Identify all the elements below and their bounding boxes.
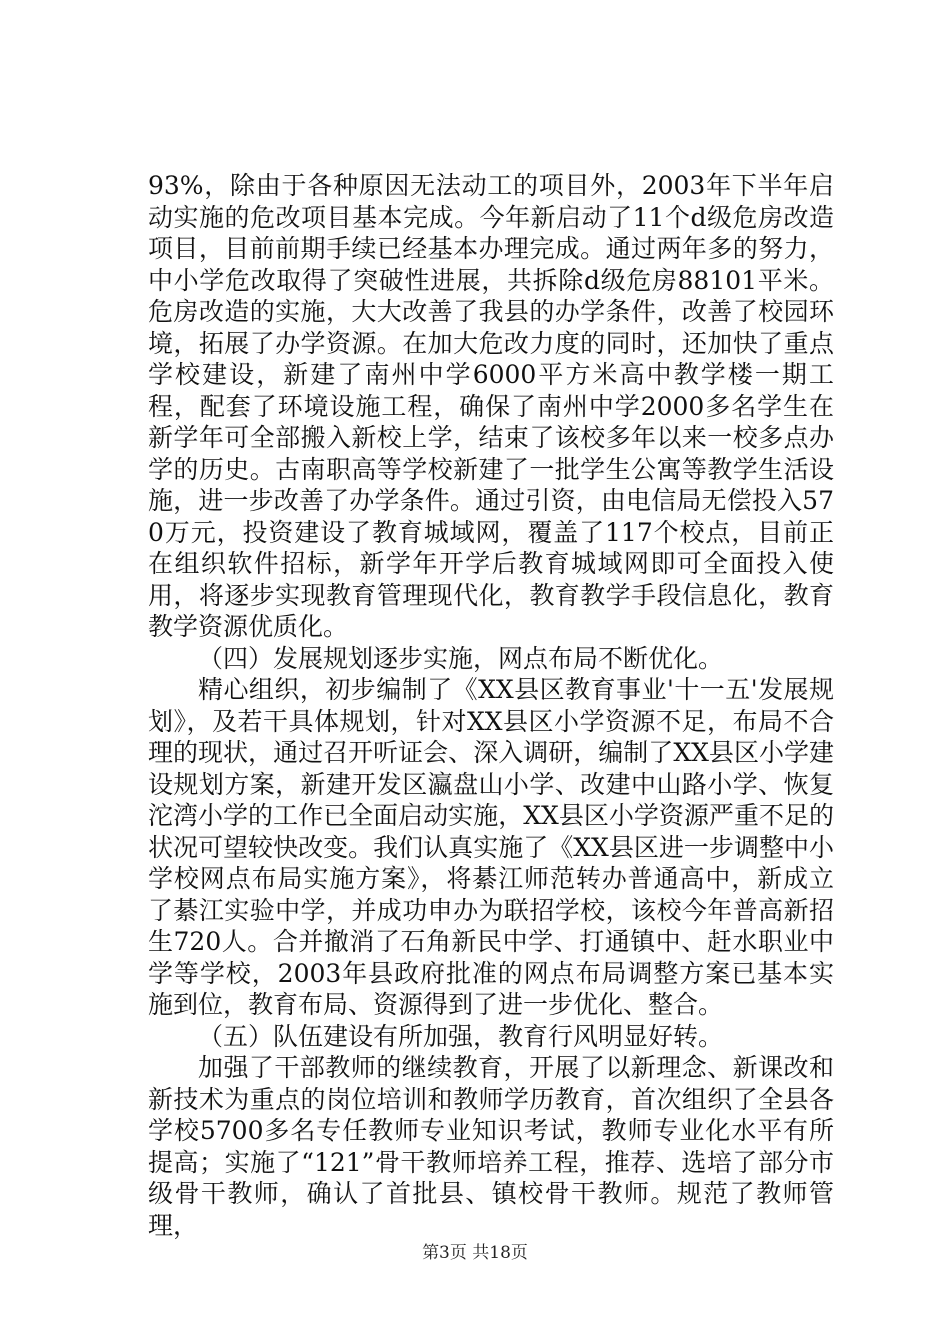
- paragraph-staff: 加强了干部教师的继续教育，开展了以新理念、新课改和新技术为重点的岗位培训和教师学历教育，首次组织了全县各学校5700多名专任教师专业知识考试，教师专业化水平有所提高；实施了“121”骨干教师培养工程，推荐、选培了部分市级骨干教师，确认了首批县、镇校骨干教师。规范了教师管理，: [148, 1053, 834, 1240]
- paragraph-continued: 93%，除由于各种原因无法动工的项目外，2003年下半年启动实施的危改项目基本完成。今年新启动了11个d级危房改造项目，目前前期手续已经基本办理完成。通过两年多的努力，中小学危改取得了突破性进展，共拆除d级危房88101平米。危房改造的实施，大大改善了我县的办学条件，改善了校园环境，拓展了办学资源。在加大危改力度的同时，还加快了重点学校建设，新建了南州中学6000平方米高中教学楼一期工程，配套了环境设施工程，确保了南州中学2000多名学生在新学年可全部搬入新校上学，结束了该校多年以来一校多点办学的历史。古南职高等学校新建了一批学生公寓等教学生活设施，进一步改善了办学条件。通过引资，由电信局无偿投入570万元，投资建设了教育城域网，覆盖了117个校点，目前正在组织软件招标，新学年开学后教育城域网即可全面投入使用，将逐步实现教育管理现代化，教育教学手段信息化，教育教学资源优质化。: [148, 171, 834, 641]
- paragraph-planning: 精心组织，初步编制了《XX县区教育事业'十一五'发展规划》，及若干具体规划，针对XX县区小学资源不足，布局不合理的现状，通过召开听证会、深入调研，编制了XX县区小学建设规划方案，新建开发区瀛盘山小学、改建中山路小学、恢复沱湾小学的工作已全面启动实施，XX县区小学资源严重不足的状况可望较快改变。我们认真实施了《XX县区进一步调整中小学校网点布局实施方案》，将綦江师范转办普通高中，新成立了綦江实验中学，并成功申办为联招学校，该校今年普高新招生720人。合并撤消了石角新民中学、打通镇中、赶水职业中学等学校，2003年县政府批准的网点布局调整方案已基本实施到位，教育布局、资源得到了进一步优化、整合。: [148, 675, 834, 1019]
- section-heading-4: （四）发展规划逐步实施，网点布局不断优化。: [198, 643, 724, 673]
- section-heading-5: （五）队伍建设有所加强，教育行风明显好转。: [198, 1021, 724, 1051]
- page-footer: 第3页 共18页: [422, 1243, 528, 1263]
- document-body: [148, 170, 834, 1241]
